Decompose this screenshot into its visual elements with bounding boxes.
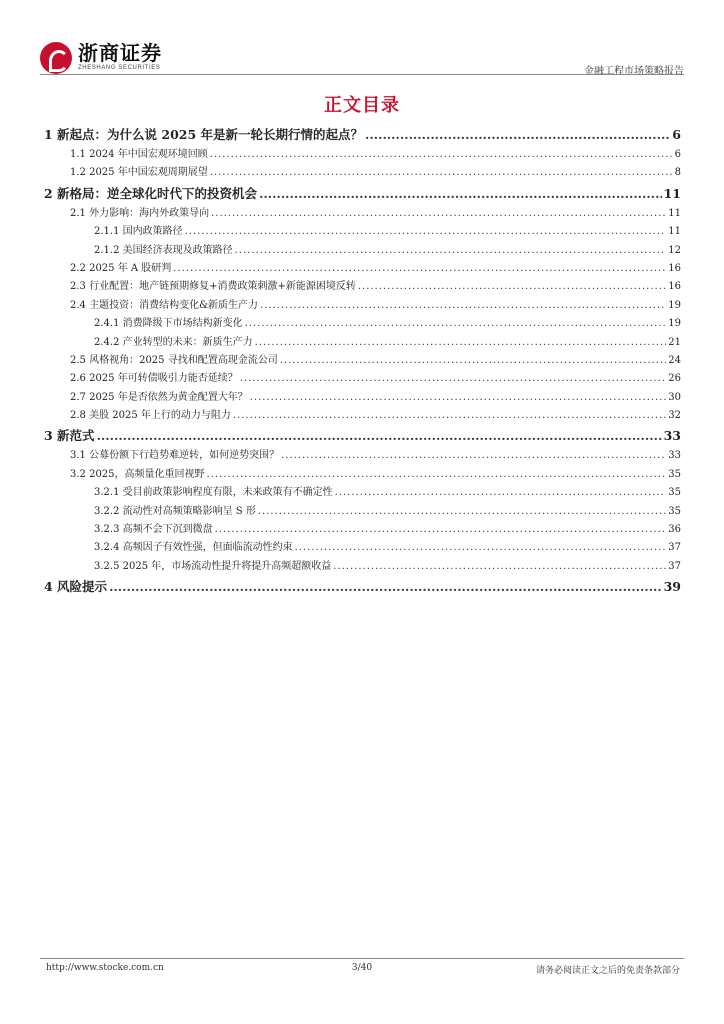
- toc-entry-page: 33: [663, 428, 681, 444]
- toc-leader-dots: [185, 223, 667, 241]
- toc-entry-label: 3.2.2 流动性对高频策略影响呈 S 形: [94, 505, 256, 517]
- toc-entry-page: 35: [668, 505, 681, 517]
- page-number: 3/40: [351, 963, 373, 973]
- toc-entry-page: 11: [668, 207, 681, 219]
- toc-entry-label: 2.1.1 国内政策路径: [94, 226, 183, 238]
- toc-entry[interactable]: [44, 370, 681, 388]
- toc-leader-dots: [207, 466, 667, 484]
- toc-entry[interactable]: [44, 407, 681, 425]
- toc-entry[interactable]: [44, 223, 681, 241]
- toc-entry-page: 21: [668, 336, 681, 348]
- toc-entry[interactable]: [44, 539, 681, 557]
- toc-entry[interactable]: [44, 466, 681, 484]
- toc-leader-dots: [173, 260, 666, 278]
- toc-entry[interactable]: [44, 315, 681, 333]
- toc-entry-page: 12: [668, 244, 681, 256]
- toc-leader-dots: [260, 297, 666, 315]
- toc-entry-label: 3.2.4 高频因子有效性强，但面临流动性约束: [94, 542, 293, 554]
- toc-leader-dots: [295, 539, 667, 557]
- toc-entry-label: 1.2 2025 年中国宏观周期展望: [70, 167, 208, 179]
- toc-entry-label: 3.2.1 受目前政策影响程度有限，未来政策有不确定性: [94, 487, 333, 499]
- footer-divider: [40, 958, 684, 959]
- toc-entry-page: 19: [668, 318, 681, 330]
- toc-entry[interactable]: [44, 425, 681, 447]
- toc-entry-label: 1 新起点：为什么说 2025 年是新一轮长期行情的起点？: [44, 127, 364, 142]
- toc-entry-page: 32: [668, 410, 681, 422]
- footer-url[interactable]: http://www.stocke.com.cn: [46, 963, 164, 973]
- toc-entry[interactable]: [44, 447, 681, 465]
- toc-leader-dots: [358, 278, 666, 296]
- toc-entry[interactable]: [44, 484, 681, 502]
- toc-entry-page: 16: [668, 281, 681, 293]
- company-logo: [40, 42, 162, 74]
- toc-entry[interactable]: [44, 297, 681, 315]
- toc-entry[interactable]: [44, 352, 681, 370]
- toc-entry-label: 3 新范式: [44, 428, 95, 444]
- toc-entry[interactable]: [44, 521, 681, 539]
- toc-entry-label: 3.2.3 高频不会下沉到微盘: [94, 524, 213, 536]
- toc-leader-dots: [259, 183, 662, 205]
- toc-leader-dots: [240, 370, 667, 388]
- toc-entry-page: 37: [668, 542, 681, 554]
- toc-entry-label: 2.4.2 产业转型的未来：新质生产力: [94, 336, 253, 348]
- toc-leader-dots: [280, 352, 667, 370]
- toc-entry-label: 2.8 美股 2025 年上行的动力与阻力: [70, 410, 231, 422]
- toc-entry[interactable]: [44, 183, 681, 205]
- toc-leader-dots: [365, 124, 670, 146]
- toc-leader-dots: [97, 425, 662, 447]
- toc-leader-dots: [255, 334, 667, 352]
- toc-entry-label: 2.1 外力影响：海内外政策导向: [70, 207, 210, 219]
- footer-disclaimer: 请务必阅读正文之后的免责条款部分: [535, 966, 680, 976]
- toc-entry[interactable]: [44, 146, 681, 164]
- toc-entry[interactable]: [44, 205, 681, 223]
- toc-leader-dots: [233, 407, 666, 425]
- toc-leader-dots: [281, 447, 666, 465]
- toc-entry-page: 6: [674, 149, 681, 160]
- toc-entry-page: 30: [668, 391, 681, 403]
- toc-entry[interactable]: [44, 558, 681, 576]
- toc-leader-dots: [245, 315, 667, 333]
- table-of-contents: [44, 124, 681, 598]
- toc-leader-dots: [258, 503, 666, 521]
- toc-entry-label: 2.6 2025 年可转债吸引力能否延续？: [70, 373, 238, 385]
- toc-entry-page: 39: [663, 579, 681, 595]
- toc-leader-dots: [250, 389, 667, 407]
- logo-mark-icon: [40, 42, 72, 74]
- toc-entry-label: 2.5 风格视角：2025 寻找和配置高现金流公司: [70, 354, 278, 366]
- toc-entry-label: 3.1 公募份额下行趋势难逆转，如何逆势突围？: [70, 450, 280, 462]
- toc-entry[interactable]: [44, 503, 681, 521]
- toc-entry-label: 3.2 2025，高频量化重回视野: [70, 468, 205, 480]
- toc-leader-dots: [235, 242, 667, 260]
- toc-entry-page: 26: [668, 373, 681, 385]
- toc-entry[interactable]: [44, 334, 681, 352]
- report-type: 金融工程市场策略报告: [584, 66, 684, 77]
- toc-entry-label: 2.1.2 美国经济表现及政策路径: [94, 244, 233, 256]
- toc-entry-page: 35: [668, 487, 681, 499]
- toc-entry-page: 16: [668, 262, 681, 274]
- header-divider: [40, 74, 684, 75]
- toc-entry-page: 8: [674, 167, 681, 179]
- toc-entry-label: 2.7 2025 年是否依然为黄金配置大年？: [70, 391, 248, 403]
- logo-chinese-name: 浙商证券: [78, 41, 162, 65]
- toc-entry-page: 24: [668, 354, 681, 366]
- toc-entry-label: 1.1 2024 年中国宏观环境回顾: [70, 149, 208, 160]
- toc-leader-dots: [211, 205, 666, 223]
- toc-entry[interactable]: [44, 164, 681, 182]
- toc-entry[interactable]: [44, 124, 681, 146]
- toc-entry[interactable]: [44, 260, 681, 278]
- toc-entry-page: 11: [668, 226, 681, 238]
- toc-leader-dots: [109, 576, 662, 598]
- toc-entry-label: 2.4.1 消费降级下市场结构新变化: [94, 318, 243, 330]
- toc-entry-label: 2.3 行业配置：地产链预期修复+消费政策刺激+新能源困境反转: [70, 281, 356, 293]
- toc-entry-page: 35: [668, 468, 681, 480]
- toc-leader-dots: [335, 484, 667, 502]
- toc-entry[interactable]: [44, 389, 681, 407]
- logo-english-name: ZHESHANG SECURITIES: [78, 65, 161, 71]
- toc-entry-label: 2 新格局：逆全球化时代下的投资机会: [44, 185, 258, 201]
- toc-entry[interactable]: [44, 576, 681, 598]
- page-header: [40, 42, 684, 82]
- page-title: 正文目录: [324, 95, 400, 116]
- toc-entry-label: 4 风险提示: [44, 579, 108, 595]
- toc-entry-label: 3.2.5 2025 年，市场流动性提升将提升高频超额收益: [94, 560, 332, 572]
- toc-leader-dots: [333, 558, 666, 576]
- toc-leader-dots: [215, 521, 667, 539]
- toc-entry-label: 2.2 2025 年 A 股研判: [70, 262, 172, 274]
- toc-entry-page: 6: [672, 127, 681, 142]
- toc-entry-label: 2.4 主题投资：消费结构变化&新质生产力: [70, 299, 258, 311]
- toc-entry-page: 37: [668, 560, 681, 572]
- toc-entry-page: 33: [668, 450, 681, 462]
- toc-entry[interactable]: [44, 242, 681, 260]
- toc-entry-page: 19: [668, 299, 681, 311]
- toc-entry[interactable]: [44, 278, 681, 296]
- toc-entry-page: 36: [668, 524, 681, 536]
- toc-entry-page: 11: [663, 185, 681, 201]
- toc-leader-dots: [210, 164, 673, 182]
- toc-leader-dots: [210, 146, 673, 164]
